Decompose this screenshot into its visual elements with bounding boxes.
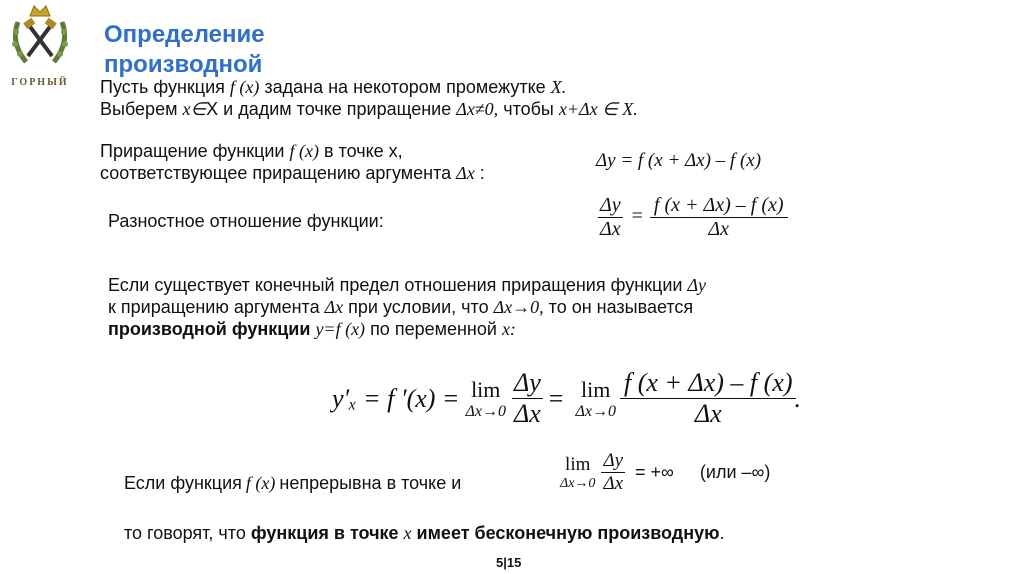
p1-line2-text-b: и дадим точке приращение — [218, 99, 457, 119]
p1-X: X — [206, 99, 219, 119]
p5-limit — [560, 454, 595, 492]
paragraph-function-increment — [100, 140, 485, 184]
p4-line3 — [108, 318, 706, 340]
p4-derivative-term: производной функции — [108, 319, 311, 339]
formula-difference-ratio — [598, 194, 786, 241]
p6-x: x — [403, 523, 412, 543]
p4-line2-text-b: при условии, что — [343, 297, 494, 317]
p5-denominator: Δx — [603, 473, 624, 494]
logo-caption: ГОРНЫЙ — [11, 77, 69, 88]
p5-alternative: (или –∞) — [699, 462, 771, 482]
p2-line2-text: соответствующее приращению аргумента — [100, 163, 457, 183]
derivative-frac1-denominator: Δx — [513, 399, 541, 428]
ratio-denominator: Δx — [600, 218, 621, 240]
formula-infinite-limit — [560, 450, 770, 495]
p5-text: Если функция — [124, 473, 242, 493]
slide-title — [104, 20, 265, 80]
derivative-fraction-1 — [512, 368, 543, 429]
expanded-denominator: Δx — [650, 217, 788, 241]
slide-title-line1: Определение — [104, 21, 265, 48]
ratio-numerator: Δy — [600, 194, 621, 216]
derivative-period: . — [794, 383, 801, 413]
limit-1 — [465, 377, 506, 421]
p2-line2 — [100, 162, 485, 184]
p1-set-X: X. — [550, 77, 567, 97]
p4-dy: Δy — [687, 275, 706, 295]
paragraph-derivative-definition — [108, 274, 706, 340]
p4-line2-text-c: то он называется — [543, 297, 694, 317]
p2-fx: f (x) — [289, 141, 319, 161]
p1-xdx: x+Δx ∈ X. — [558, 99, 638, 119]
difference-ratio-label: Разностное отношение функции: — [108, 211, 384, 231]
p2-line2-text-b: : — [474, 163, 485, 183]
p1-line2-text-c: чтобы — [498, 99, 559, 119]
page-number — [496, 555, 521, 570]
limit-2-subscript: Δx→0 — [575, 402, 616, 420]
p5-equals-infinity: = +∞ — [635, 462, 674, 482]
derivative-frac1-numerator: Δy — [513, 368, 541, 397]
p4-line3-text: по переменной — [365, 319, 502, 339]
p4-dx: Δx — [324, 297, 344, 317]
p6-text: то говорят, что — [124, 523, 251, 543]
p1-line2 — [100, 98, 638, 120]
derivative-lhs: y′ₓ = f ′(x) = — [332, 383, 460, 413]
p4-variable-x: x: — [501, 319, 516, 339]
p2-text: Приращение функции — [100, 141, 290, 161]
formula-derivative-limit — [332, 368, 801, 429]
p2-line1 — [100, 140, 485, 162]
page-total: 15 — [506, 555, 522, 570]
page-current: 5 — [496, 555, 504, 570]
mining-emblem-icon — [4, 2, 76, 72]
derivative-equals-2: = — [548, 383, 564, 413]
p2-text-b: в точке x, — [318, 141, 403, 161]
p6-end: . — [719, 523, 725, 543]
p5-fraction — [601, 450, 625, 495]
limit-1-word: lim — [471, 376, 501, 402]
derivative-frac2-denominator: Δx — [620, 398, 797, 429]
p1-text-b: задана на некотором промежутке — [259, 77, 551, 97]
slide-title-line2: производной — [104, 51, 263, 78]
p4-text: Если существует конечный предел отношения приращения функции — [108, 275, 688, 295]
limit-1-subscript: Δx→0 — [465, 402, 506, 420]
p4-line1 — [108, 274, 706, 296]
p5-text-b: непрерывна в точке и — [279, 473, 462, 493]
logo — [4, 2, 76, 88]
p5-numerator: Δy — [603, 450, 624, 471]
limit-2 — [575, 377, 616, 421]
formula-delta-y: Δy = f (x + Δx) – f (x) — [596, 150, 762, 171]
p4-line2-text: к приращению аргумента — [108, 297, 325, 317]
ratio-expanded-fraction — [652, 194, 786, 241]
paragraph-infinite-condition — [124, 472, 461, 494]
p5-limit-word: lim — [565, 453, 591, 475]
p5-limit-subscript: Δx→0 — [560, 475, 596, 491]
p6-bold-a: функция в точке — [250, 523, 404, 543]
p1-dx: Δx≠0, — [456, 99, 499, 119]
p2-dx: Δx — [456, 163, 475, 183]
p1-line1 — [100, 76, 638, 98]
p1-text: Пусть функция — [100, 77, 230, 97]
ratio-fraction — [598, 194, 623, 241]
p4-condition: Δx→0, — [493, 297, 544, 317]
p6-bold-b: имеет бесконечную производную — [411, 523, 720, 543]
p4-line2 — [108, 296, 706, 318]
p1-fx: f (x) — [229, 77, 260, 97]
page-separator: | — [503, 555, 507, 570]
derivative-fraction-2 — [622, 368, 795, 429]
p1-x-in: x∈ — [182, 99, 207, 119]
p4-yfx: y=f (x) — [315, 319, 366, 339]
paragraph-definition-domain — [100, 76, 638, 120]
p1-line2-text: Выберем — [100, 99, 183, 119]
derivative-frac2-numerator: f (x + Δx) – f (x) — [623, 368, 793, 397]
p5-fx: f (x) — [245, 473, 276, 493]
expanded-numerator: f (x + Δx) – f (x) — [653, 194, 784, 216]
limit-2-word: lim — [581, 376, 611, 402]
ratio-equals: = — [631, 205, 643, 228]
paragraph-infinite-derivative — [124, 522, 725, 544]
